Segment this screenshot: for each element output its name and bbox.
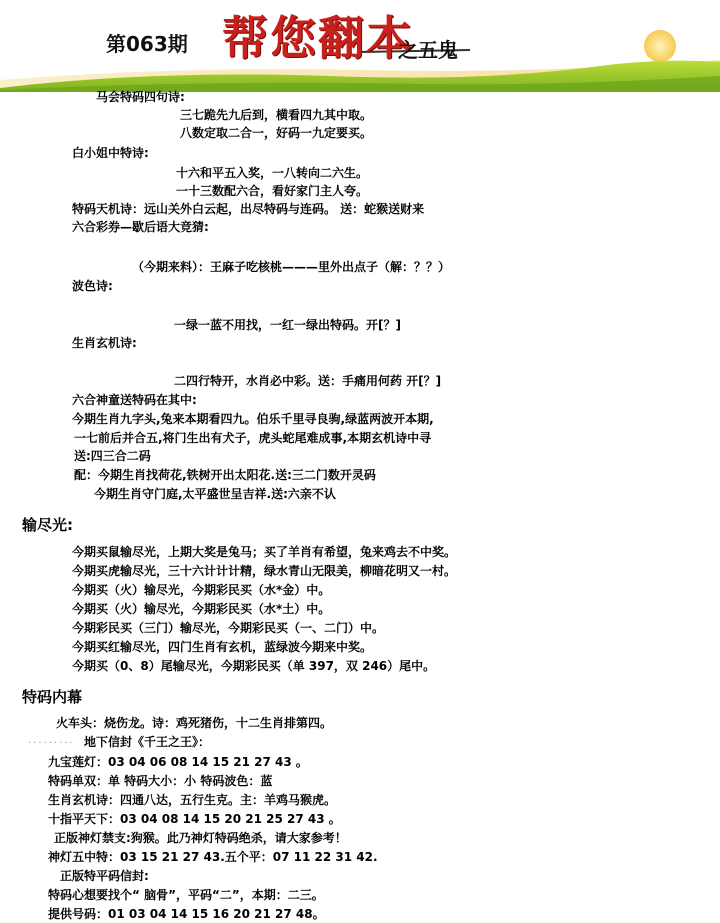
section-title-lose-all: 输尽光: — [22, 516, 73, 534]
text-line: 今期生肖守门庭,太平盛世呈吉祥.送:六亲不认 — [94, 487, 336, 501]
text-line: 波色诗: — [72, 279, 113, 293]
brand-title: 帮您翻本 — [222, 11, 414, 65]
text-line: 特码单双：单 特码大小：小 特码波色：蓝 — [48, 774, 273, 788]
header-banner — [0, 0, 720, 92]
text-line: 二四行特开，水肖必中彩。送：手痛用何药 开[？] — [174, 374, 442, 388]
text-line: 马会特码四句诗: — [96, 90, 185, 104]
text-line: 白小姐中特诗: — [72, 146, 149, 160]
text-line: 提供号码：01 03 04 14 15 16 20 21 27 48。 — [48, 907, 325, 921]
text-line: 特码心想要找个“ 脑骨”，平码“二”，本期：二三。 — [48, 888, 324, 902]
text-line: 八数定取二合一，好码一九定要买。 — [180, 126, 373, 140]
text-line: 正版特平码信封: — [60, 869, 149, 883]
text-line: 一十三数配六合，看好家门主人夸。 — [176, 184, 369, 198]
decorative-dots: ········· — [28, 738, 75, 749]
text-line: 今期生肖九字头,兔来本期看四九。伯乐千里寻良驹,绿蓝两波开本期, — [72, 412, 434, 426]
text-line: 六合彩券—歇后语大竞猜: — [72, 220, 209, 234]
text-line: 三七跪先九后到，横看四九其中取。 — [180, 108, 373, 122]
text-line: 生肖玄机诗：四通八达，五行生克。主：羊鸡马猴虎。 — [48, 793, 337, 807]
text-line: 今期买（0、8）尾输尽光，今期彩民买（单 397，双 246）尾中。 — [72, 659, 436, 673]
text-line: 六合神童送特码在其中: — [72, 393, 197, 407]
text-line: 送:四三合二码 — [74, 449, 151, 463]
text-line: 今期买（火）输尽光，今期彩民买（水*金）中。 — [72, 583, 331, 597]
brand-subtitle: 之五鬼 — [398, 38, 458, 62]
text-line: 今期买虎输尽光，三十六计计计精，绿水青山无限美，柳暗花明又一村。 — [72, 564, 457, 578]
text-line: 配：今期生肖找荷花,铁树开出太阳花.送:三二门数开灵码 — [74, 468, 376, 482]
text-line: 今期买鼠输尽光，上期大奖是兔马；买了羊肖有希望，兔来鸡去不中奖。 — [72, 545, 457, 559]
text-line: 一绿一蓝不用找，一红一绿出特码。开[？] — [174, 318, 401, 332]
text-line: 生肖玄机诗: — [72, 336, 137, 350]
text-line: 今期买（火）输尽光，今期彩民买（水*土）中。 — [72, 602, 331, 616]
text-line: 今期彩民买（三门）输尽光，今期彩民买（一、二门）中。 — [72, 621, 385, 635]
section-title-inside-info: 特码内幕 — [22, 688, 83, 706]
text-line: 正版神灯禁支:狗猴。此乃神灯特码绝杀，请大家参考！ — [54, 831, 347, 845]
text-line: 地下信封《千王之王》： — [84, 735, 211, 749]
text-line: 今期买红输尽光，四门生肖有玄机，蓝绿波今期来中奖。 — [72, 640, 373, 654]
text-line: 火车头：烧伤龙。诗：鸡死猪伤，十二生肖排第四。 — [56, 716, 333, 730]
text-line: 神灯五中特：03 15 21 27 43.五个平：07 11 22 31 42. — [48, 850, 378, 864]
text-line: （今期来料）：王麻子吃核桃———里外出点子（解：？？） — [132, 260, 451, 274]
text-line: 一七前后并合五,将门生出有犬子，虎头蛇尾难成事,本期玄机诗中寻 — [74, 431, 432, 445]
text-line: 特码天机诗：远山关外白云起，出尽特码与连码。 送：蛇猴送财来 — [72, 202, 425, 216]
text-line: 九宝莲灯：03 04 06 08 14 15 21 27 43 。 — [48, 755, 308, 769]
text-line: 十指平天下：03 04 08 14 15 20 21 25 27 43 。 — [48, 812, 341, 826]
issue-number: 第063期 — [106, 32, 188, 56]
text-line: 十六和平五入奖，一八转向二六生。 — [176, 166, 369, 180]
